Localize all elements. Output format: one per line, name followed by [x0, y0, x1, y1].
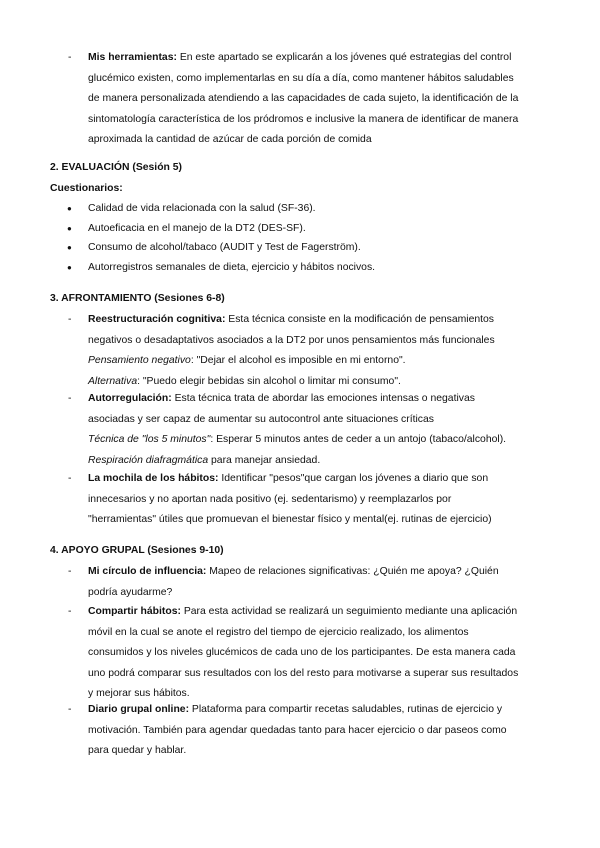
bullet-icon: ● — [67, 263, 72, 272]
item-first-line: Reestructuración cognitiva: Esta técnica consiste en la modificación de pensamientos — [88, 314, 494, 325]
item-line: uno podrá comparar sus resultados con los del resto para motivarse a superar sus resultados — [88, 667, 519, 679]
list-item-mochila-habitos — [88, 469, 550, 531]
item-line: asociadas y ser capaz de aumentar su autocontrol ante situaciones críticas — [88, 413, 434, 425]
bullet-item: Consumo de alcohol/tabaco (AUDIT y Test de Fagerström). — [88, 242, 361, 253]
bullet-item: Autoeficacia en el manejo de la DT2 (DES-SF). — [88, 223, 306, 234]
example-label: Respiración diafragmática — [88, 454, 209, 466]
item-title: Mis herramientas: — [88, 52, 177, 63]
item-first-line: Mi círculo de influencia: Mapeo de relaciones significativas: ¿Quién me apoya? ¿Quién — [88, 566, 499, 577]
item-line: y mejorar sus hábitos. — [88, 688, 190, 699]
list-dash: - — [68, 52, 72, 63]
item-title: La mochila de los hábitos: — [88, 473, 219, 484]
item-line: glucémico existen, como implementarlas en su día a día, como mantener hábitos saludables — [88, 72, 514, 84]
item-first-line: Mis herramientas: En este apartado se explicarán a los jóvenes qué estrategias del control — [88, 52, 512, 63]
item-line: móvil en la cual se anote el registro del tiempo de ejercicio realizado, los alimentos — [88, 626, 469, 638]
item-first-line: Autorregulación: Esta técnica trata de abordar las emociones intensas o negativas — [88, 393, 475, 404]
item-first-line: La mochila de los hábitos: Identificar "pesos"que cargan los jóvenes a diario que son — [88, 473, 489, 484]
bullet-icon: ● — [67, 243, 72, 252]
item-line: negativos o desadaptativos asociados a la DT2 por unos pensamientos más funcionales — [88, 334, 495, 346]
item-title: Autorregulación: — [88, 393, 172, 404]
example-line: Técnica de "los 5 minutos": Esperar 5 minutos antes de ceder a un antojo (tabaco/alcohol). — [88, 434, 507, 445]
bullet-item: Autorregistros semanales de dieta, ejercicio y hábitos nocivos. — [88, 262, 376, 273]
list-dash: - — [68, 393, 72, 404]
item-title: Diario grupal online: — [88, 704, 190, 715]
item-line: motivación. También para agendar quedadas tanto para hacer ejercicio o dar paseos como — [88, 724, 507, 736]
item-line: innecesarios y no aportan nada positivo (ej. sedentarismo) y reemplazarlos por — [88, 493, 452, 505]
subheading-cuestionarios: Cuestionarios: — [50, 183, 123, 194]
item-first-line: Diario grupal online: Plataforma para compartir recetas saludables, rutinas de ejercicio y — [88, 704, 503, 715]
item-first-line: Compartir hábitos: Para esta actividad se realizará un seguimiento mediante una aplicación — [88, 606, 518, 617]
list-dash: - — [68, 566, 72, 577]
bullet-icon: ● — [67, 204, 72, 213]
section-heading-apoyo-grupal: 4. APOYO GRUPAL (Sesiones 9-10) — [50, 545, 224, 556]
list-dash: - — [68, 314, 72, 325]
example-label: Técnica de "los 5 minutos" — [88, 434, 211, 445]
item-title: Reestructuración cognitiva: — [88, 314, 226, 325]
example-line: Respiración diafragmática para manejar ansiedad. — [88, 454, 321, 466]
item-line: sintomatología característica de los pródromos e inclusive la manera de identificar de manera — [88, 113, 519, 125]
item-line: de manera personalizada atendiendo a las capacidades de cada sujeto, la identificación de la — [88, 93, 519, 104]
item-title: Compartir hábitos: — [88, 606, 181, 617]
list-item-mis-herramientas — [88, 48, 550, 151]
section-heading-evaluacion: 2. EVALUACIÓN (Sesión 5) — [50, 162, 183, 173]
item-line: para quedar y hablar. — [88, 745, 187, 756]
example-line: Pensamiento negativo: "Dejar el alcohol es imposible en mi entorno". — [88, 355, 406, 366]
item-line: aproximada la cantidad de azúcar de cada porción de comida — [88, 134, 372, 145]
list-item-autorregulacion — [88, 389, 550, 471]
list-dash: - — [68, 704, 72, 715]
item-line: consumidos y los niveles glucémicos de cada uno de los participantes. De esta manera cada — [88, 647, 516, 658]
list-item-compartir-habitos — [88, 602, 550, 705]
list-dash: - — [68, 606, 72, 617]
bullet-icon: ● — [67, 224, 72, 233]
bullet-item: Calidad de vida relacionada con la salud (SF-36). — [88, 203, 316, 214]
example-line: Alternativa: "Puedo elegir bebidas sin alcohol o limitar mi consumo". — [88, 375, 401, 387]
list-item-reestructuracion — [88, 310, 550, 392]
list-item-circulo-influencia — [88, 562, 550, 603]
list-item-diario-grupal — [88, 700, 550, 762]
example-label: Pensamiento negativo — [88, 355, 191, 366]
item-title: Mi círculo de influencia: — [88, 566, 207, 577]
section-heading-afrontamiento: 3. AFRONTAMIENTO (Sesiones 6-8) — [50, 293, 225, 304]
list-dash: - — [68, 473, 72, 484]
example-label: Alternativa — [88, 375, 138, 387]
item-line: "herramientas" útiles que promuevan el bienestar físico y mental(ej. rutinas de ejercicio) — [88, 514, 492, 525]
item-line: podría ayudarme? — [88, 586, 173, 598]
